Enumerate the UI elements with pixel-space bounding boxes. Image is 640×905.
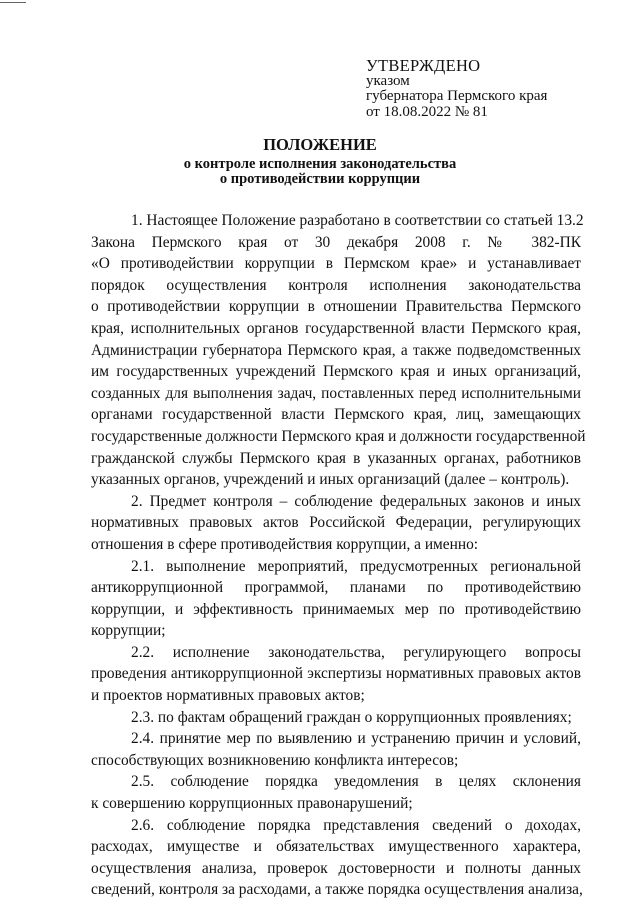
body-text-line: 2. Предмет контроля – соблюдение федеральных законов и иных [131,492,581,510]
body-text-line: 2.5. соблюдение порядка уведомления в целях склонения [131,773,581,791]
body-text-line: «О противодействии коррупции в Пермском крае» и устанавливает [91,255,581,273]
body-text-line: нормативных правовых актов Российской Федерации, регулирующих [91,514,581,532]
body-text-line: осуществления анализа, проверок достоверности и полноты данных [91,859,581,877]
approval-title: УТВЕРЖДЕНО [366,56,481,75]
body-text-line: Закона Пермского края от 30 декабря 2008 г. № 382-ПК [91,233,581,251]
approval-line-date-number: от 18.08.2022 № 81 [366,103,488,120]
body-text-line: коррупции, и эффективность принимаемых мер по противодействию [91,600,581,618]
body-text-line: и проектов нормативных правовых актов; [91,687,365,705]
body-text-line: проведения антикоррупционной экспертизы нормативных правовых актов [91,665,581,683]
body-text-line: 2.6. соблюдение порядка представления сведений о доходах, [131,816,581,834]
body-text-line: антикоррупционной программой, планами по противодействию [91,579,581,597]
document-subtitle [150,157,490,186]
body-text-line: государственные должности Пермского края и должности государственной [91,427,586,445]
scan-corner-mark [0,2,26,3]
body-text-line: расходах, имуществе и обязательствах имущественного характера, [91,838,581,856]
approval-line-decree: указом [366,72,410,89]
body-text-line: 2.4. принятие мер по выявлению и устранению причин и условий, [131,730,581,748]
body-text-line: 2.2. исполнение законодательства, регулирующего вопросы [131,643,581,661]
document-subtitle-line: о контроле исполнения законодательства [183,156,457,172]
approval-line-governor: губернатора Пермского края [366,88,548,104]
body-text-line: созданных для выполнения задач, поставленных перед исполнительными [91,384,581,402]
body-text-line: способствующих возникновению конфликта интересов; [91,751,459,769]
body-text-line: коррупции; [91,622,166,640]
document-title: ПОЛОЖЕНИЕ [263,135,377,154]
body-text-line: порядок осуществления контроля исполнения законодательства [91,276,581,294]
document-body [91,210,586,901]
body-text-line: отношения в сфере противодействия коррупции, а именно: [91,535,479,553]
body-text-line: Администрации губернатора Пермского края, а также подведомственных [91,341,581,359]
body-text-line: края, исполнительных органов государственной власти Пермского края, [91,319,581,337]
body-text-line: указанных органов, учреждений и иных организаций (далее – контроль). [91,471,570,489]
body-text-line: 2.3. по фактам обращений граждан о коррупционных проявлениях; [131,708,572,726]
body-text-line: о противодействии коррупции в отношении Правительства Пермского [91,298,581,316]
body-text-line: 2.1. выполнение мероприятий, предусмотренных региональной [131,557,581,575]
body-text-line: к совершению коррупционных правонарушений; [91,795,413,813]
body-text-line: 1. Настоящее Положение разработано в соответствии со статьей 13.2 [131,212,584,229]
body-text-line: органами государственной власти Пермского края, лиц, замещающих [91,406,581,424]
body-text-line: сведений, контроля за расходами, а также порядка осуществления анализа, [91,881,583,899]
document-subtitle-line: о противодействии коррупции [219,170,421,187]
body-text-line: им государственных учреждений Пермского края и иных организаций, [91,363,581,381]
approval-stamp [366,58,547,120]
body-text-line: гражданской службы Пермского края в указанных органах, работников [91,449,581,467]
